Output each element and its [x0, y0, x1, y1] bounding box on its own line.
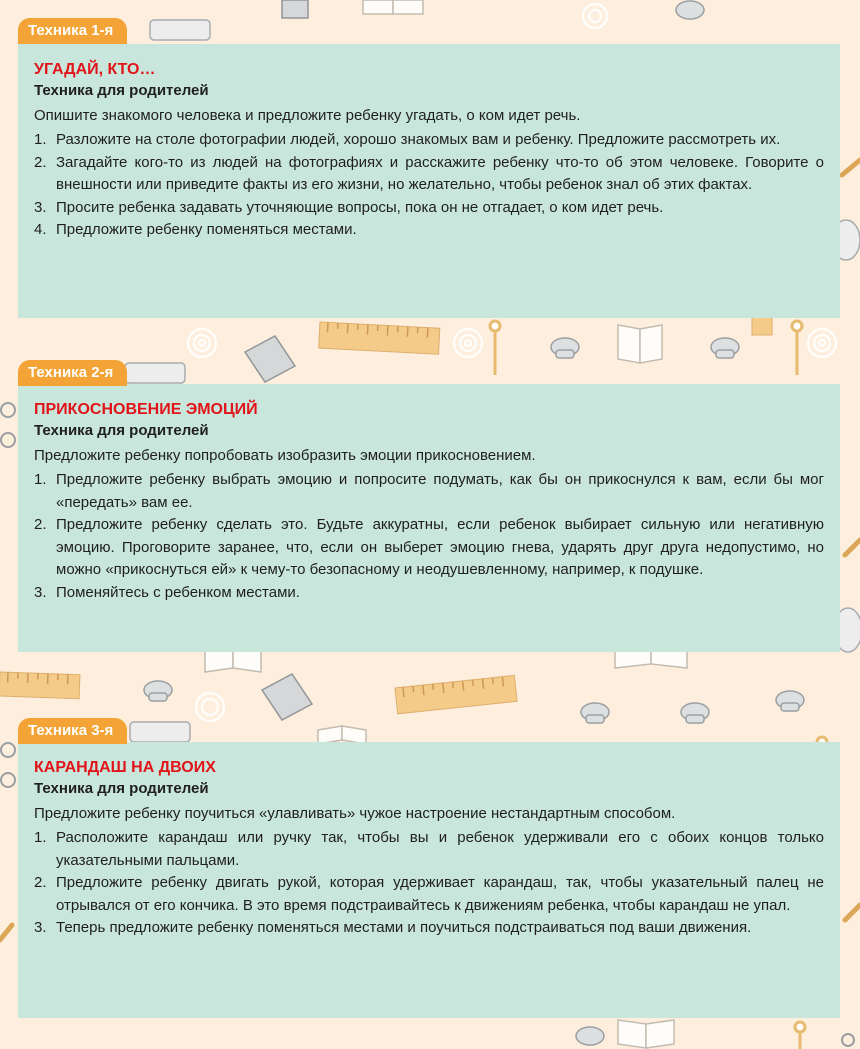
- technique-1-title: УГАДАЙ, КТО…: [34, 61, 156, 78]
- list-item: [34, 917, 824, 940]
- technique-2-title: ПРИКОСНОВЕНИЕ ЭМОЦИЙ: [34, 401, 258, 418]
- technique-2-card: [18, 384, 840, 652]
- technique-3-intro: Предложите ребенку поучиться «улавливать» чужое настроение нестандартным способом.: [34, 805, 676, 822]
- step-text: Теперь предложите ребенку поменяться местами и поучиться подстраиваться под ваши движения.: [56, 919, 752, 936]
- list-item: [34, 152, 824, 197]
- step-text: Загадайте кого-то из людей на фотографиях и расскажите ребенку что-то об этом человеке. Говорите о внешности или приведите факты из его жизни, но желательно, чтобы ребенок знал об этих фактах.: [56, 153, 824, 193]
- technique-1-tab: Техника 1-я: [18, 18, 127, 44]
- technique-1-steps: [34, 129, 824, 242]
- list-item: [34, 469, 824, 514]
- step-text: Просите ребенка задавать уточняющие вопросы, пока он не отгадает, о ком идет речь.: [56, 198, 664, 216]
- list-item: [34, 582, 824, 605]
- technique-2-steps: [34, 469, 824, 604]
- step-number: 2.: [34, 516, 47, 533]
- technique-2-subtitle: Техника для родителей: [34, 422, 209, 439]
- step-number: 2.: [34, 153, 47, 171]
- step-text: Расположите карандаш или ручку так, чтобы вы и ребенок удерживали его с обоих концов только указательными пальцами.: [56, 829, 824, 869]
- list-item: [34, 219, 824, 242]
- step-number: 1.: [34, 829, 47, 846]
- list-item: [34, 197, 824, 220]
- technique-3-subtitle: Техника для родителей: [34, 780, 209, 797]
- technique-3-steps: [34, 827, 824, 940]
- step-number: 2.: [34, 874, 47, 891]
- step-number: 3.: [34, 919, 47, 936]
- ruler-icon: [395, 675, 517, 713]
- step-number: 1.: [34, 131, 47, 148]
- technique-3-tab: Техника 3-я: [18, 718, 127, 744]
- step-text: Предложите ребенку двигать рукой, которая удерживает карандаш, так, чтобы указательный палец не отрывался от его кончика. В это время подстраивайтесь к движениям ребенка, чтобы карандаш не упал.: [56, 874, 824, 914]
- ruler-icon: [319, 322, 440, 354]
- technique-3-card: [18, 742, 840, 1018]
- step-text: Предложите ребенку сделать это. Будьте аккуратны, если ребенок выбирает сильную или негативную эмоцию. Проговорите заранее, что, если он выберет эмоцию гнева, ударять друг друга недопустимо, но можно «прикоснуться ей» к чему-то безопасному и неодушевленному, например, к подушке.: [56, 516, 824, 578]
- list-item: [34, 514, 824, 582]
- list-item: [34, 129, 824, 152]
- list-item: [34, 827, 824, 872]
- technique-2-intro: Предложите ребенку попробовать изобразить эмоции прикосновением.: [34, 447, 536, 464]
- list-item: [34, 872, 824, 917]
- technique-2-tab: Техника 2-я: [18, 360, 127, 386]
- technique-3-title: КАРАНДАШ НА ДВОИХ: [34, 759, 216, 776]
- technique-1-card: [18, 44, 840, 318]
- step-text: Разложите на столе фотографии людей, хорошо знакомых вам и ребенку. Предложите рассмотреть их.: [56, 131, 781, 148]
- step-number: 3.: [34, 583, 47, 601]
- ruler-icon: [0, 672, 80, 699]
- technique-1-intro: Опишите знакомого человека и предложите ребенку угадать, о ком идет речь.: [34, 107, 581, 124]
- step-number: 1.: [34, 471, 47, 488]
- step-text: Поменяйтесь с ребенком местами.: [56, 583, 300, 601]
- technique-1-subtitle: Техника для родителей: [34, 82, 209, 99]
- step-text: Предложите ребенку выбрать эмоцию и попросите подумать, как бы он прикоснулся к вам, если бы мог «передать» вам ее.: [56, 471, 824, 511]
- step-text: Предложите ребенку поменяться местами.: [56, 221, 357, 238]
- step-number: 3.: [34, 198, 47, 216]
- step-number: 4.: [34, 221, 47, 238]
